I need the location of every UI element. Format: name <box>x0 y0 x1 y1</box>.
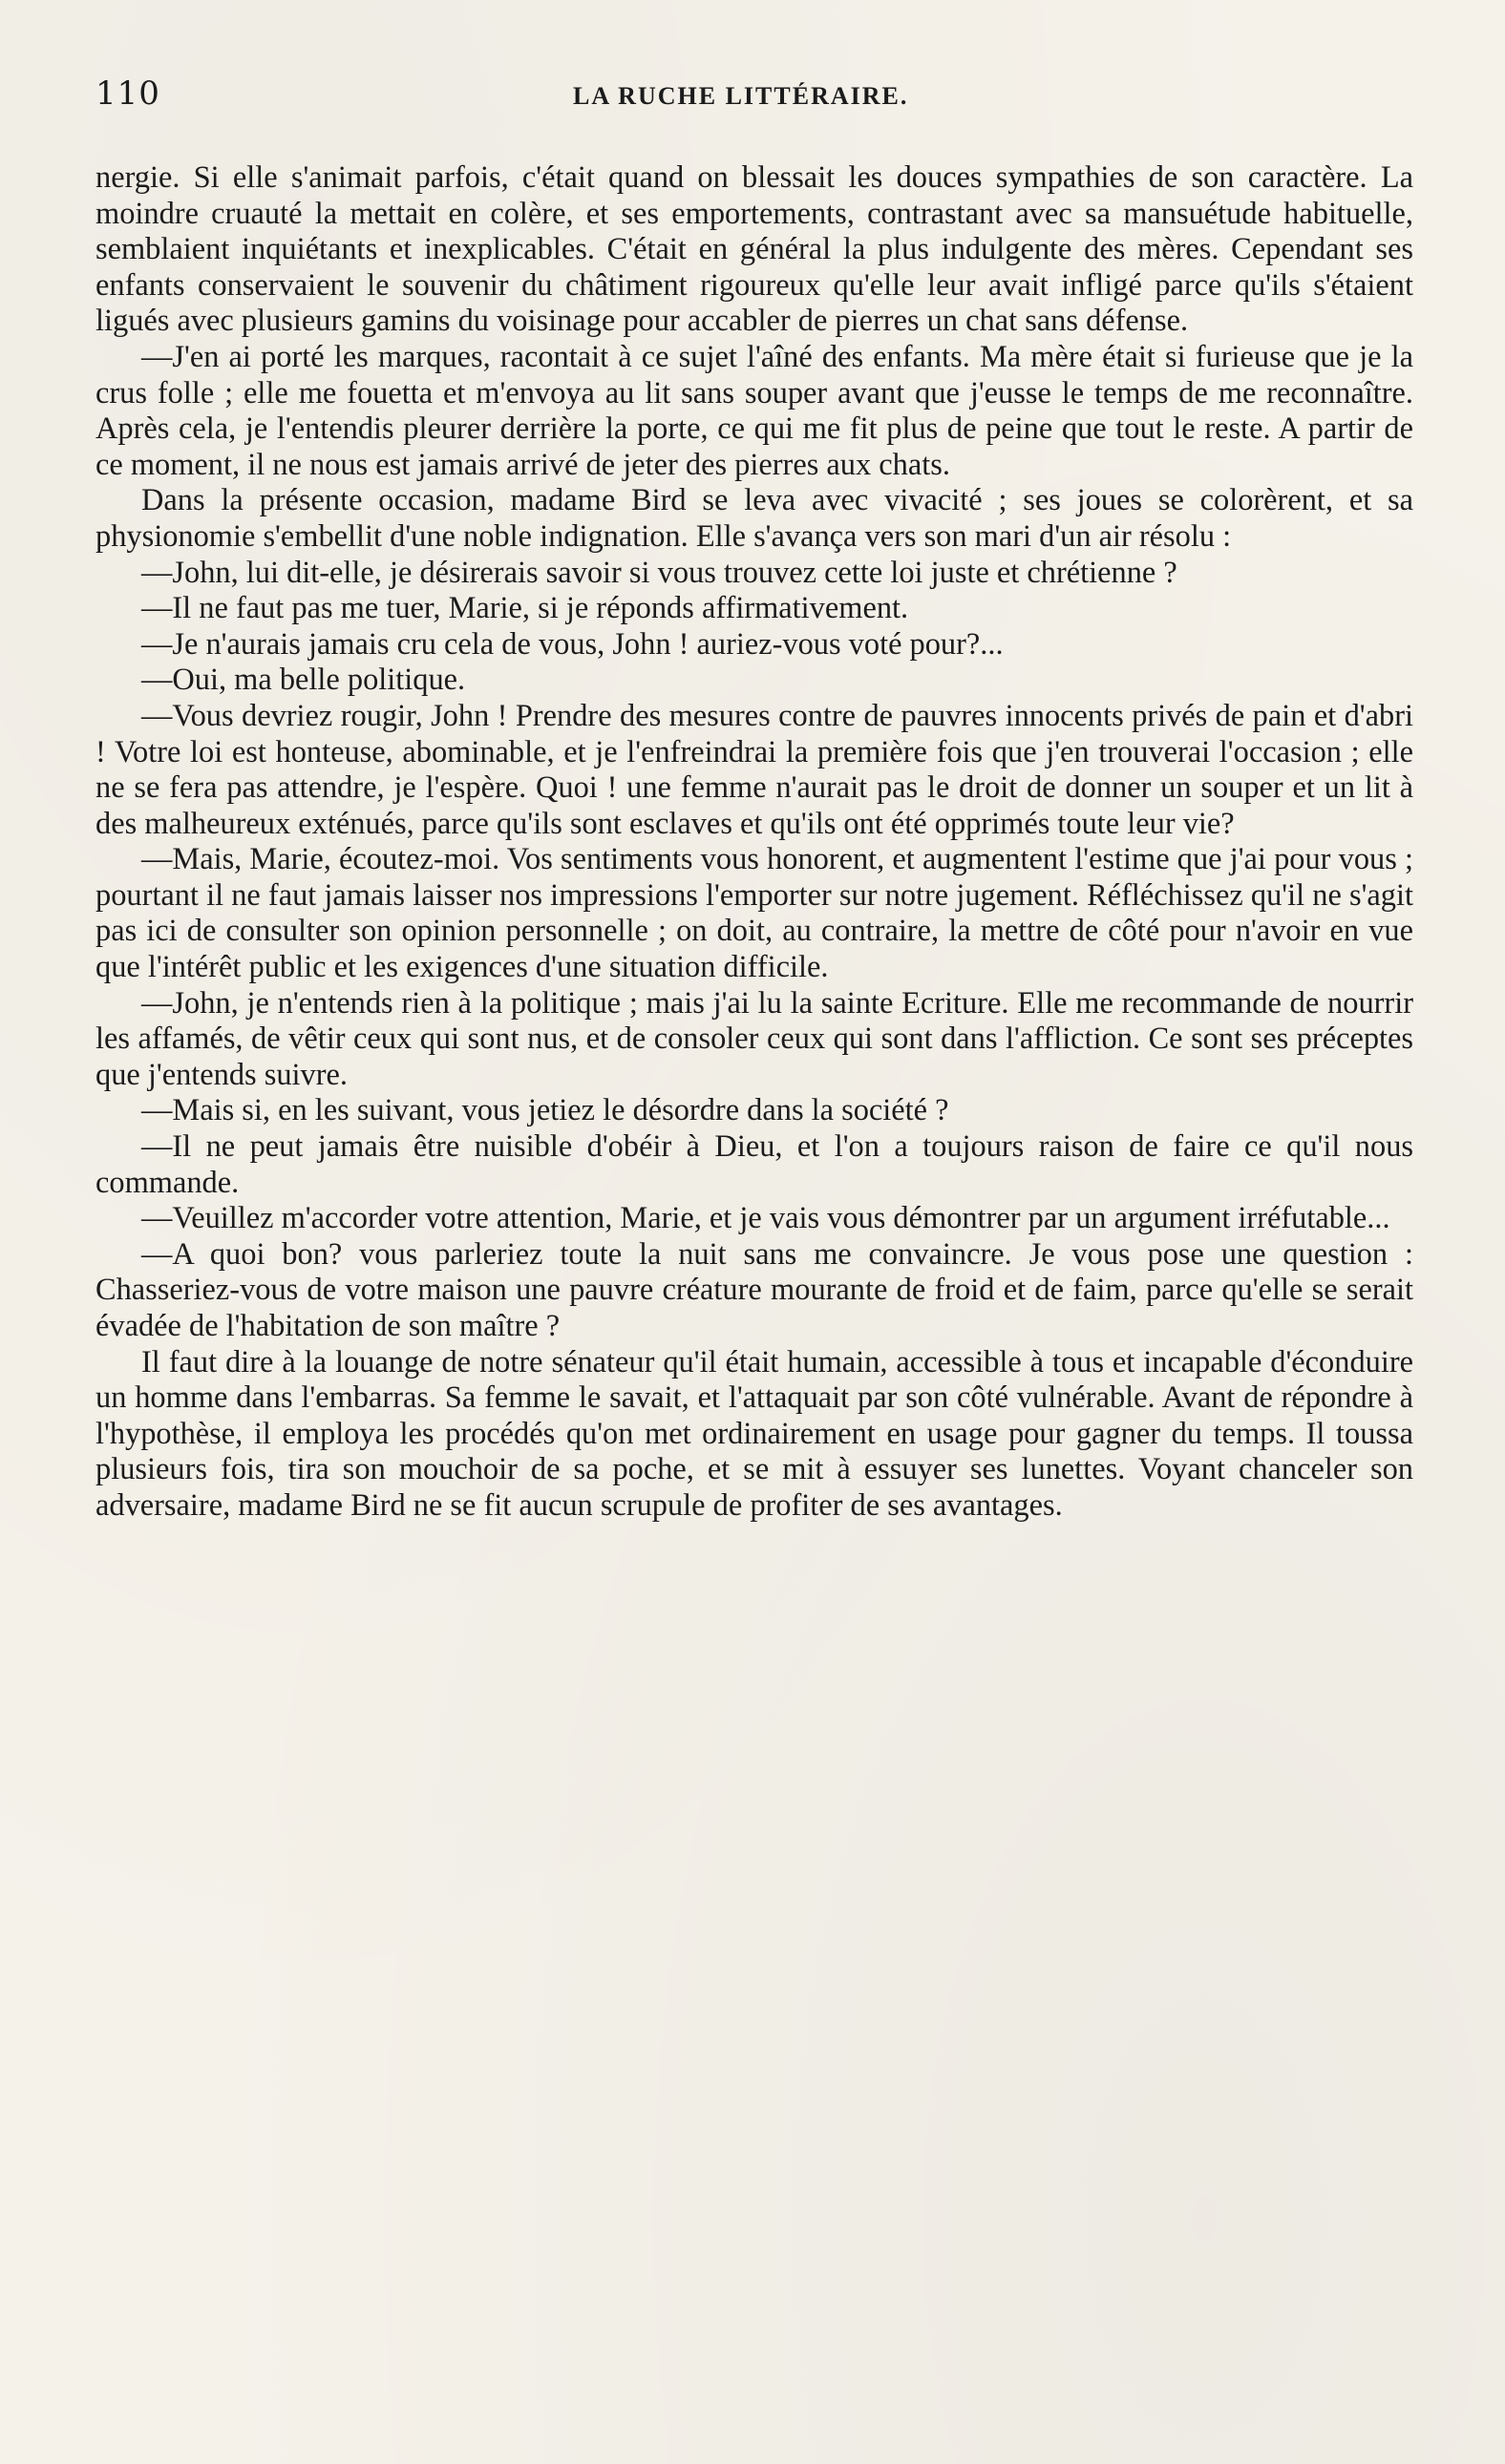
paragraph: —Il ne faut pas me tuer, Marie, si je réponds affirmativement. <box>141 591 909 626</box>
paragraph: —Mais, Marie, écoutez-moi. Vos sentiments vous honorent, et augmentent l'estime que j'ai pour vous ; pourtant il ne faut jamais laisser nos impressions l'emporter sur notre jugement. Réfléchissez qu'il ne s'agit pas ici de consulter son opinion personnelle ; on doit, au contraire, la mettre de côté pour n'avoir en vue que l'intérêt public et les exigences d'une situation difficile. <box>95 842 1413 985</box>
body-text <box>95 160 1413 1525</box>
paragraph: —Oui, ma belle politique. <box>141 663 466 698</box>
paragraph: —Il ne peut jamais être nuisible d'obéir à Dieu, et l'on a toujours raison de faire ce qu'il nous commande. <box>95 1129 1413 1200</box>
page-header <box>95 74 1413 132</box>
paragraph: nergie. Si elle s'animait parfois, c'était quand on blessait les douces sympathies de son caractère. La moindre cruauté la mettait en colère, et ses emportements, contrastant avec sa mansuétude habituelle, semblaient inquiétants et inexplicables. C'était en général la plus indulgente des mères. Cependant ses enfants conservaient le souvenir du châtiment rigoureux qu'elle leur avait infligé parce qu'ils s'étaient ligués avec plusieurs gamins du voisinage pour accabler de pierres un chat sans défense. <box>95 160 1413 339</box>
paragraph: Il faut dire à la louange de notre sénateur qu'il était humain, accessible à tous et incapable d'éconduire un homme dans l'embarras. Sa femme le savait, et l'attaquait par son côté vulnérable. Avant de répondre à l'hypothèse, il employa les procédés qu'on met ordinairement en usage pour gagner du temps. Il toussa plusieurs fois, tira son mouchoir de sa poche, et se mit à essuyer ses lunettes. Voyant chanceler son adversaire, madame Bird ne se fit aucun scrupule de profiter de ses avantages. <box>95 1344 1413 1523</box>
paragraph: —Mais si, en les suivant, vous jetiez le désordre dans la société ? <box>141 1093 949 1128</box>
paragraph: —John, lui dit-elle, je désirerais savoir si vous trouvez cette loi juste et chrétienne ? <box>141 555 1177 590</box>
running-head: LA RUCHE LITTÉRAIRE. <box>573 82 909 110</box>
paragraph: —J'en ai porté les marques, racontait à ce sujet l'aîné des enfants. Ma mère était si furieuse que je la crus folle ; elle me fouetta et m'envoya au lit sans souper avant que j'eusse le temps de me reconnaître. Après cela, je l'entendis pleurer derrière la porte, ce qui me fit plus de peine que tout le reste. A partir de ce moment, il ne nous est jamais arrivé de jeter des pierres aux chats. <box>95 339 1413 482</box>
paragraph: —Vous devriez rougir, John ! Prendre des mesures contre de pauvres innocents privés de pain et d'abri ! Votre loi est honteuse, abominable, et je l'enfreindrai la première fois que j'en trouverai l'occasion ; elle ne se fera pas attendre, je l'espère. Quoi ! une femme n'aurait pas le droit de donner un souper et un lit à des malheureux exténués, parce qu'ils sont esclaves et qu'ils ont été opprimés toute leur vie? <box>95 698 1413 841</box>
page-number: 110 <box>95 74 160 113</box>
paragraph: Dans la présente occasion, madame Bird se leva avec vivacité ; ses joues se colorèrent, et sa physionomie s'embellit d'une noble indignation. Elle s'avança vers son mari d'un air résolu : <box>95 483 1413 554</box>
paragraph: —A quoi bon? vous parleriez toute la nuit sans me convaincre. Je vous pose une question : Chasseriez-vous de votre maison une pauvre créature mourante de froid et de faim, parce qu'elle se serait évadée de l'habitation de son maître ? <box>95 1236 1413 1343</box>
paragraph: —Je n'aurais jamais cru cela de vous, John ! auriez-vous voté pour?... <box>141 626 1004 662</box>
paragraph: —Veuillez m'accorder votre attention, Marie, et je vais vous démontrer par un argument irréfutable... <box>141 1201 1390 1236</box>
paragraph: —John, je n'entends rien à la politique ; mais j'ai lu la sainte Ecriture. Elle me recommande de nourrir les affamés, de vêtir ceux qui sont nus, et de consoler ceux qui sont dans l'affliction. Ce sont ses préceptes que j'entends suivre. <box>95 985 1413 1092</box>
